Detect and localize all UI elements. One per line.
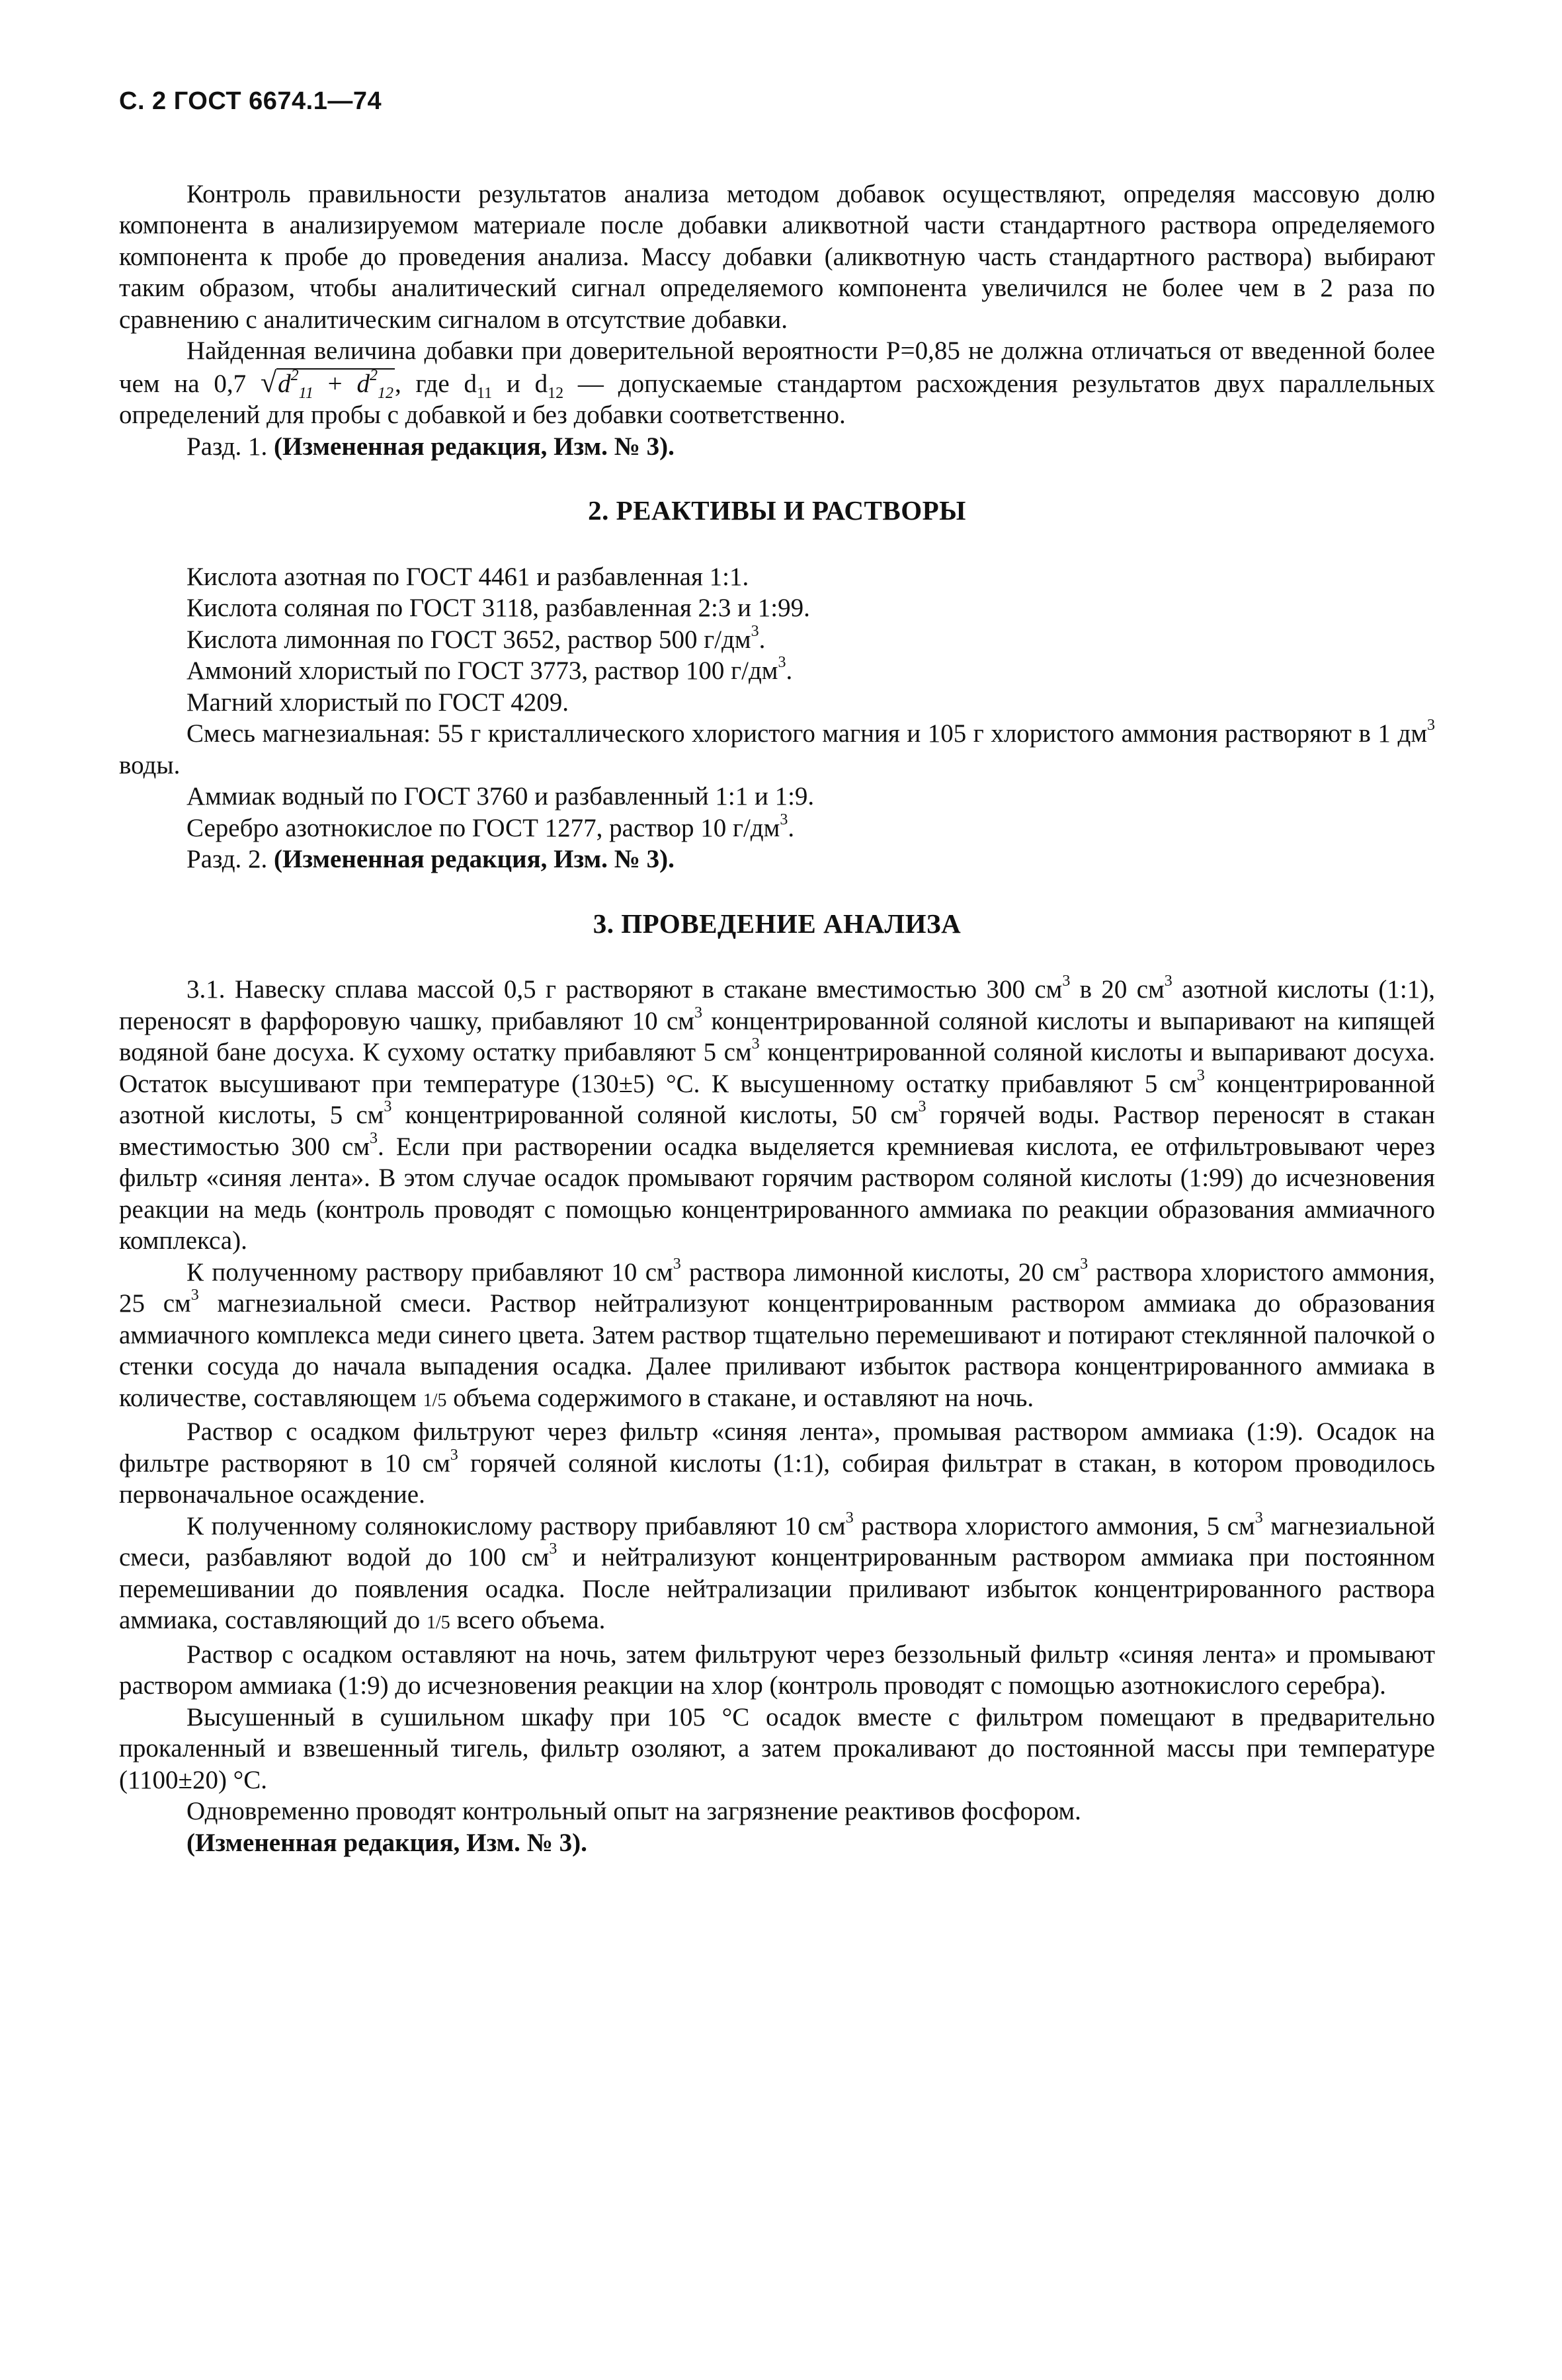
reagent-item: Аммиак водный по ГОСТ 3760 и разбавленный 1:1 и 1:9. <box>186 782 815 811</box>
sqrt-formula: $√d^2_{11} + d^2_{12}$ <box>260 366 393 402</box>
section3-paragraph-1: 3.1. Навеску сплава массой 0,5 г растворяют в стакане вместимостью 300 $см^3$ в 20 $см^3$ азотной кислоты (1:1), переносят в фарфоровую чашку, прибавляют 10 $см^3$ концентрированной соляной кислоты и выпаривают на кипящей водяной бане досуха. К сухому остатку прибавляют 5 $см^3$ концентрированной соляной кислоты и выпаривают досуха. Остаток высушивают при температуре (130±5) °С. К высушенному остатку прибавляют 5 $см^3$ концентрированной азотной кислоты, 5 $см^3$ концентрированной соляной кислоты, 50 $см^3$ горячей воды. Раствор переносят в стакан вместимостью 300 $см^3$. Если при растворении осадка выделяется кремниевая кислота, ее отфильтровывают через фильтр «синяя лента». В этом случае осадок промывают горячим раствором соляной кислоты (1:99) до исчезновения реакции на медь (контроль проводят с помощью концентрированного аммиака по реакции образования аммиачного комплекса). <box>119 972 1436 1255</box>
reagent-item: Серебро азотнокислое по ГОСТ 1277, раствор 10 $г/дм^3$. <box>186 811 795 842</box>
reagent-item: Кислота азотная по ГОСТ 4461 и разбавленная 1:1. <box>186 562 749 591</box>
sqrt-sign-icon: √ <box>260 366 277 399</box>
section3-paragraph-2: К полученному раствору прибавляют 10 $см^3$ раствора лимонной кислоты, 20 $см^3$ раствора хлористого аммония, 25 $см^3$ магнезиальной смеси. Раствор нейтрализуют концентрированным раствором аммиака до образования аммиачного комплекса меди синего цвета. Затем раствор тщательно перемешивают и потирают стеклянной палочкой о стенки сосуда до начала выпадения осадка. Далее приливают избыток раствора концентрированного аммиака в количестве, составляющем 1/5 объема содержимого в стакане, и оставляют на ночь. <box>119 1255 1436 1412</box>
document-page <box>119 86 1435 1858</box>
reagents-list <box>119 561 1435 875</box>
fraction-one-fifth: 1/5 <box>423 1390 447 1411</box>
section3-paragraph-5: Раствор с осадком оставляют на ночь, затем фильтруют через беззольный фильтр «синяя лента» и промывают раствором аммиака (1:9) до исчезновения реакции на хлор (контроль проводят с помощью азотнокислого серебра). <box>119 1640 1435 1700</box>
reagent-item: Кислота соляная по ГОСТ 3118, разбавленная 2:3 и 1:99. <box>186 594 810 622</box>
section3-amendment: (Измененная редакция, Изм. № 3). <box>186 1828 587 1857</box>
page-header: С. 2 ГОСТ 6674.1—74 <box>119 87 382 115</box>
section3-paragraph-3: Раствор с осадком фильтруют через фильтр «синяя лента», промывая раствором аммиака (1:9). Осадок на фильтре растворяют в 10 $см^3$ горячей соляной кислоты (1:1), собирая фильтрат в стакан, в котором проводилось первоначальное осаждение. <box>119 1417 1436 1509</box>
section2-amendment: Разд. 2. (Измененная редакция, Изм. № 3). <box>186 845 675 873</box>
section1-amendment: Разд. 1. (Измененная редакция, Изм. № 3). <box>186 432 675 461</box>
fraction-one-fifth: 1/5 <box>427 1612 450 1633</box>
section3-paragraph-4: К полученному солянокислому раствору прибавляют 10 $см^3$ раствора хлористого аммония, 5 $см^3$ магнезиальной смеси, разбавляют водой до 100 $см^3$ и нейтрализуют концентрированным раствором аммиака при постоянном перемешивании до появления осадка. После нейтрализации приливают избыток концентрированного раствора аммиака, составляющий до 1/5 всего объема. <box>119 1509 1435 1634</box>
section3-paragraph-6: Высушенный в сушильном шкафу при 105 °С осадок вместе с фильтром помещают в предварительно прокаленный и взвешенный тигель, фильтр озоляют, а затем прокаливают до постоянной массы при температуре (1100±20) °С. <box>119 1702 1435 1794</box>
intro-paragraph-1: Контроль правильности результатов анализа методом добавок осуществляют, определяя массовую долю компонента в анализируемом материале после добавки аликвотной части стандартного раствора определяемого компонента к пробе до проведения анализа. Массу добавки (аликвотную часть стандартного раствора) выбирают таким образом, чтобы аналитический сигнал определяемого компонента увеличился не более чем в 2 раза по сравнению с аналитическим сигналом в отсутствие добавки. <box>119 179 1435 334</box>
section3-paragraph-7: Одновременно проводят контрольный опыт на загрязнение реактивов фосфором. <box>186 1797 1081 1825</box>
reagent-item: Смесь магнезиальная: 55 г кристаллического хлористого магния и 105 г хлористого аммония растворяют в 1 $дм^3$ воды. <box>119 717 1435 779</box>
reagent-item: Магний хлористый по ГОСТ 4209. <box>186 688 569 717</box>
reagent-item: Кислота лимонная по ГОСТ 3652, раствор 500 $г/дм^3$. <box>186 622 766 654</box>
intro-paragraph-2: Найденная величина добавки при доверительной вероятности P=0,85 не должна отличаться от введенной более чем на 0,7 $√d^2_{11} + d^2_{12}$, где $d_{11}$ и $d_{12}$ — допускаемые стандартом расхождения результатов двух параллельных определений для пробы с добавкой и без добавки соответственно. <box>119 337 1435 429</box>
reagent-item: Аммоний хлористый по ГОСТ 3773, раствор 100 $г/дм^3$. <box>186 654 793 685</box>
section3-title: 3. ПРОВЕДЕНИЕ АНАЛИЗА <box>593 908 962 939</box>
section2-title: 2. РЕАКТИВЫ И РАСТВОРЫ <box>588 495 966 526</box>
